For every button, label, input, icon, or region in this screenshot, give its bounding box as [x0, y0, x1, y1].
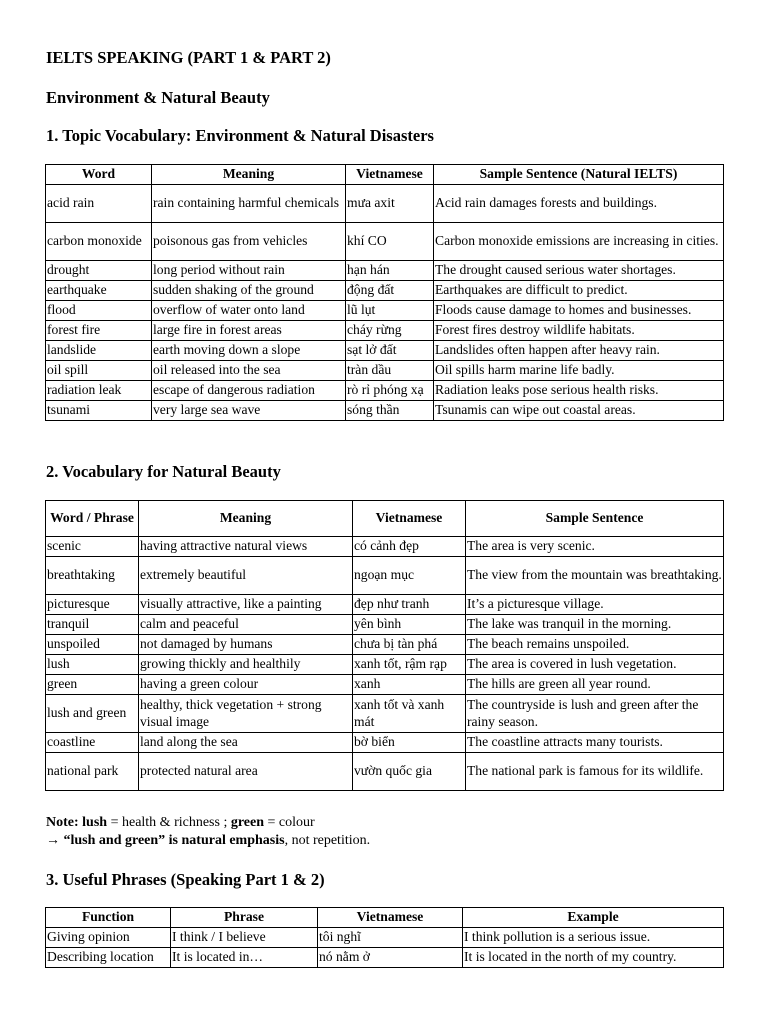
table-row	[46, 401, 724, 421]
section-3-heading: 3. Useful Phrases (Speaking Part 1 & 2)	[46, 870, 325, 889]
table-cell: chưa bị tàn phá	[353, 635, 466, 655]
section-1-heading: 1. Topic Vocabulary: Environment & Natural Disasters	[46, 126, 434, 145]
useful-phrases-table	[45, 907, 724, 968]
note-line-1	[46, 815, 315, 831]
note-arrow: →	[46, 833, 64, 848]
table-cell: oil released into the sea	[152, 361, 346, 381]
table-cell: tràn dầu	[346, 361, 434, 381]
table-cell: The countryside is lush and green after the rainy season.	[466, 695, 724, 733]
table-cell: protected natural area	[139, 753, 353, 791]
table-cell: xanh	[353, 675, 466, 695]
table-cell: I think pollution is a serious issue.	[463, 928, 724, 948]
table-cell: scenic	[46, 537, 139, 557]
table-cell: drought	[46, 261, 152, 281]
table-cell: Landslides often happen after heavy rain.	[434, 341, 724, 361]
table-cell: Radiation leaks pose serious health risks.	[434, 381, 724, 401]
table-cell: picturesque	[46, 595, 139, 615]
table-cell: khí CO	[346, 223, 434, 261]
table-cell: overflow of water onto land	[152, 301, 346, 321]
table-row	[46, 733, 724, 753]
table-header-row	[46, 501, 724, 537]
table-cell: The lake was tranquil in the morning.	[466, 615, 724, 635]
table-row	[46, 381, 724, 401]
table-row	[46, 928, 724, 948]
table-cell: tôi nghĩ	[318, 928, 463, 948]
note-line-2	[46, 833, 370, 849]
table-row	[46, 753, 724, 791]
table-cell: The view from the mountain was breathtaking.	[466, 557, 724, 595]
table-cell: having attractive natural views	[139, 537, 353, 557]
table-row	[46, 361, 724, 381]
section-2-heading: 2. Vocabulary for Natural Beauty	[46, 462, 281, 481]
table-cell: Oil spills harm marine life badly.	[434, 361, 724, 381]
table-cell: lush and green	[46, 695, 139, 733]
vocab-table-natural-beauty	[45, 500, 724, 791]
table-cell: It is located in the north of my country.	[463, 948, 724, 968]
table-cell: coastline	[46, 733, 139, 753]
column-header: Sample Sentence (Natural IELTS)	[434, 165, 724, 185]
table-cell: long period without rain	[152, 261, 346, 281]
table-cell: vườn quốc gia	[353, 753, 466, 791]
table-cell: extremely beautiful	[139, 557, 353, 595]
table-cell: land along the sea	[139, 733, 353, 753]
table-cell: The area is very scenic.	[466, 537, 724, 557]
note-green-def: = colour	[264, 815, 315, 830]
table-row	[46, 537, 724, 557]
table-cell: rò rỉ phóng xạ	[346, 381, 434, 401]
note-emphasis: “lush and green” is natural emphasis	[63, 833, 285, 848]
table-cell: oil spill	[46, 361, 152, 381]
table-row	[46, 595, 724, 615]
column-header: Meaning	[152, 165, 346, 185]
table-cell: rain containing harmful chemicals	[152, 185, 346, 223]
table-row	[46, 695, 724, 733]
table-cell: It is located in…	[171, 948, 318, 968]
table-cell: xanh tốt, rậm rạp	[353, 655, 466, 675]
table-cell: tsunami	[46, 401, 152, 421]
table-row	[46, 261, 724, 281]
table-cell: calm and peaceful	[139, 615, 353, 635]
document-subtitle: Environment & Natural Beauty	[46, 88, 270, 107]
table-cell: healthy, thick vegetation + strong visual image	[139, 695, 353, 733]
table-row	[46, 635, 724, 655]
column-header: Function	[46, 908, 171, 928]
table-row	[46, 301, 724, 321]
table-cell: The coastline attracts many tourists.	[466, 733, 724, 753]
document-title: IELTS SPEAKING (PART 1 & PART 2)	[46, 48, 331, 67]
table-cell: sạt lở đất	[346, 341, 434, 361]
table-cell: hạn hán	[346, 261, 434, 281]
table-cell: Tsunamis can wipe out coastal areas.	[434, 401, 724, 421]
note-green: green	[230, 815, 265, 830]
table-cell: nó nằm ở	[318, 948, 463, 968]
table-cell: earthquake	[46, 281, 152, 301]
table-header-row	[46, 165, 724, 185]
table-cell: green	[46, 675, 139, 695]
table-header-row	[46, 908, 724, 928]
table-cell: động đất	[346, 281, 434, 301]
column-header: Word / Phrase	[46, 501, 139, 537]
table-cell: Acid rain damages forests and buildings.	[434, 185, 724, 223]
table-cell: yên bình	[353, 615, 466, 635]
table-cell: lũ lụt	[346, 301, 434, 321]
table-cell: visually attractive, like a painting	[139, 595, 353, 615]
table-cell: Floods cause damage to homes and businesses.	[434, 301, 724, 321]
note-lush-def: = health & richness ;	[107, 815, 231, 830]
column-header: Vietnamese	[318, 908, 463, 928]
table-cell: Giving opinion	[46, 928, 171, 948]
table-cell: ngoạn mục	[353, 557, 466, 595]
table-row	[46, 223, 724, 261]
table-cell: Forest fires destroy wildlife habitats.	[434, 321, 724, 341]
table-row	[46, 615, 724, 635]
table-cell: earth moving down a slope	[152, 341, 346, 361]
table-row	[46, 321, 724, 341]
column-header: Meaning	[139, 501, 353, 537]
table-row	[46, 341, 724, 361]
vocab-table-disasters	[45, 164, 724, 421]
table-cell: mưa axit	[346, 185, 434, 223]
column-header: Vietnamese	[346, 165, 434, 185]
table-cell: đẹp như tranh	[353, 595, 466, 615]
table-cell: The hills are green all year round.	[466, 675, 724, 695]
table-cell: not damaged by humans	[139, 635, 353, 655]
table-cell: The area is covered in lush vegetation.	[466, 655, 724, 675]
table-cell: Carbon monoxide emissions are increasing in cities.	[434, 223, 724, 261]
table-cell: large fire in forest areas	[152, 321, 346, 341]
table-cell: carbon monoxide	[46, 223, 152, 261]
table-cell: very large sea wave	[152, 401, 346, 421]
table-cell: cháy rừng	[346, 321, 434, 341]
table-cell: The drought caused serious water shortages.	[434, 261, 724, 281]
table-cell: growing thickly and healthily	[139, 655, 353, 675]
table-cell: lush	[46, 655, 139, 675]
table-row	[46, 557, 724, 595]
table-cell: flood	[46, 301, 152, 321]
table-row	[46, 948, 724, 968]
table-row	[46, 185, 724, 223]
table-cell: forest fire	[46, 321, 152, 341]
table-row	[46, 655, 724, 675]
table-cell: The national park is famous for its wildlife.	[466, 753, 724, 791]
table-cell: Describing location	[46, 948, 171, 968]
table-cell: sóng thần	[346, 401, 434, 421]
table-cell: It’s a picturesque village.	[466, 595, 724, 615]
table-cell: sudden shaking of the ground	[152, 281, 346, 301]
table-cell: I think / I believe	[171, 928, 318, 948]
table-row	[46, 675, 724, 695]
table-cell: escape of dangerous radiation	[152, 381, 346, 401]
column-header: Word	[46, 165, 152, 185]
table-cell: national park	[46, 753, 139, 791]
column-header: Sample Sentence	[466, 501, 724, 537]
note-rest: , not repetition.	[284, 833, 371, 848]
table-row	[46, 281, 724, 301]
table-cell: tranquil	[46, 615, 139, 635]
table-cell: landslide	[46, 341, 152, 361]
table-cell: acid rain	[46, 185, 152, 223]
table-cell: having a green colour	[139, 675, 353, 695]
table-cell: bờ biển	[353, 733, 466, 753]
table-cell: Earthquakes are difficult to predict.	[434, 281, 724, 301]
column-header: Phrase	[171, 908, 318, 928]
table-cell: The beach remains unspoiled.	[466, 635, 724, 655]
table-cell: breathtaking	[46, 557, 139, 595]
table-cell: xanh tốt và xanh mát	[353, 695, 466, 733]
table-cell: có cảnh đẹp	[353, 537, 466, 557]
table-cell: poisonous gas from vehicles	[152, 223, 346, 261]
note-lush: lush	[82, 815, 108, 830]
note-label: Note:	[46, 815, 79, 830]
table-cell: radiation leak	[46, 381, 152, 401]
table-cell: unspoiled	[46, 635, 139, 655]
column-header: Vietnamese	[353, 501, 466, 537]
column-header: Example	[463, 908, 724, 928]
